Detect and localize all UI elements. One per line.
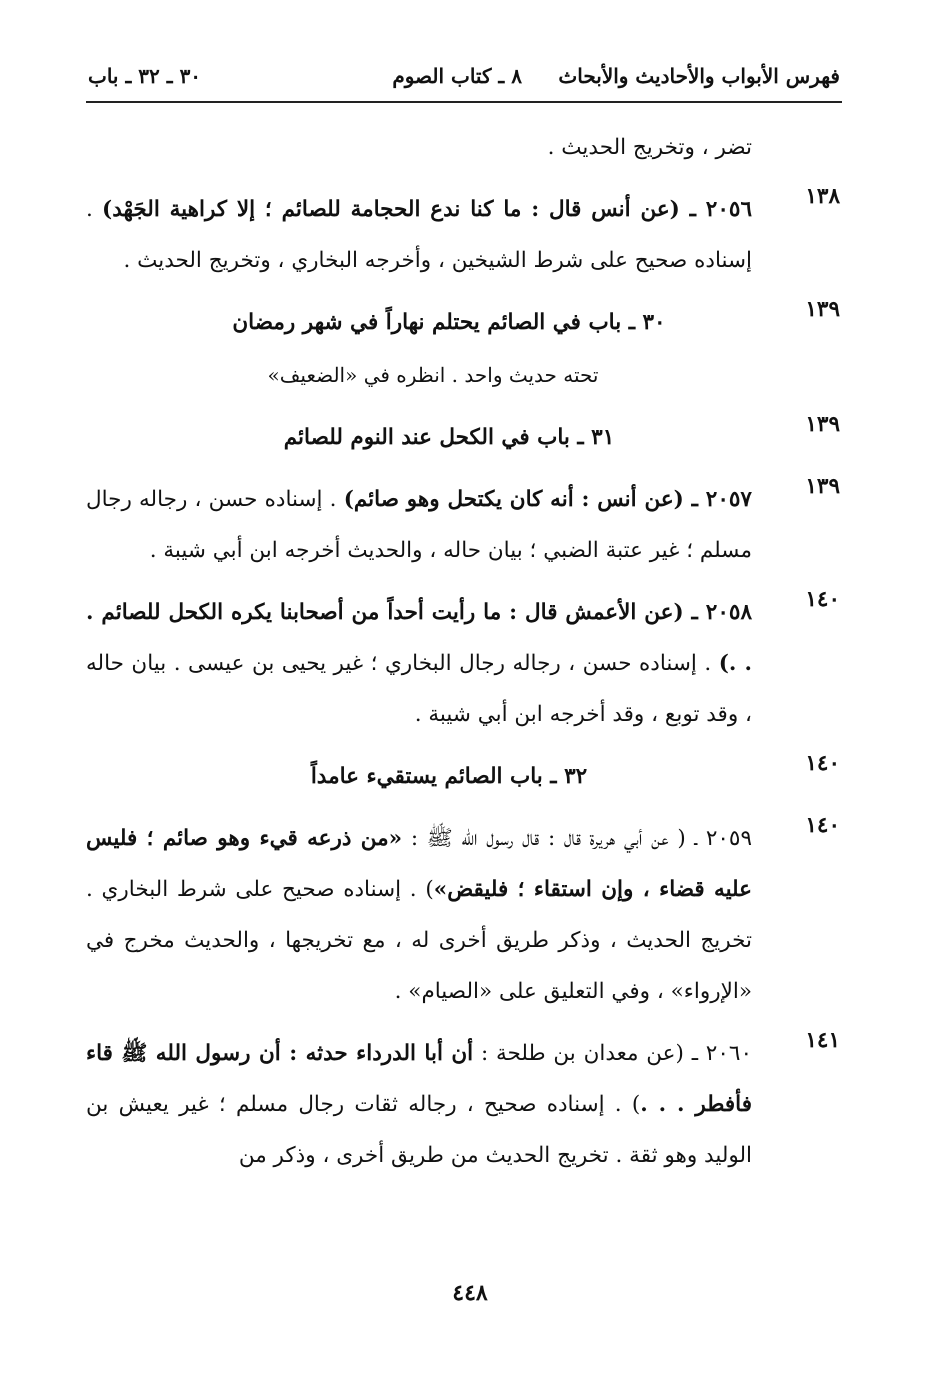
- chapter-heading-entry: [86, 751, 840, 802]
- hadith-commentary: ) . إسناده صحيح ، رجاله ثقات رجال مسلم ؛ غير يعيش بن الوليد وهو ثقة . تخريج الحديث من طريق أخرى ، وذكر من: [86, 1092, 752, 1168]
- header-chapter-range: ٣٠ ـ ٣٢ ـ باب: [88, 64, 202, 88]
- hadith-entry: [86, 184, 840, 286]
- hadith-entry: [86, 813, 840, 1017]
- continuation-entry: [86, 122, 840, 173]
- hadith-entry: [86, 1028, 840, 1181]
- entry-page-number: ١٣٩: [805, 474, 840, 499]
- entry-text: [86, 474, 752, 576]
- entry-text: [86, 1028, 752, 1181]
- hadith-prefix: ٢٠٦٠ ـ (عن معدان بن طلحة :: [473, 1041, 752, 1066]
- hadith-bold-text: ٢٠٥٨ ـ (عن الأعمش قال : ما رأيت أحداً من أصحابنا يكره الكحل للصائم . . .): [86, 600, 752, 676]
- hadith-commentary: . إسناده حسن ، رجاله رجال البخاري ؛ غير يحيى بن عيسى . بيان حاله ، وقد توبع ، وقد أخرجه ابن أبي شيبة .: [86, 651, 752, 727]
- header-book-title: ٨ ـ كتاب الصوم: [392, 64, 522, 88]
- chapter-heading: ٣١ ـ باب في الكحل عند النوم للصائم: [283, 425, 615, 450]
- chapter-heading-entry: [86, 412, 840, 463]
- hadith-entry: [86, 587, 840, 740]
- entry-page-number: ١٤٠: [805, 587, 840, 612]
- chapter-heading: ٣٢ ـ باب الصائم يستقيء عامداً: [310, 764, 588, 789]
- entry-page-number: ١٣٩: [805, 412, 840, 437]
- header-rule: [86, 101, 842, 103]
- hadith-commentary: . إسناده حسن ، رجاله رجال مسلم ؛ غير عتبة الضبي ؛ بيان حاله ، والحديث أخرجه ابن أبي شيبة .: [86, 487, 752, 563]
- continuation-text: تضر ، وتخريج الحديث .: [547, 135, 752, 160]
- running-header: [88, 58, 840, 98]
- page-number: ٤٤٨: [452, 1280, 488, 1306]
- entry-text: [86, 587, 752, 740]
- hadith-bold-text: أن أبا الدرداء حدثه : أن رسول الله ﷺ قاء فأفطر . . .: [86, 1041, 752, 1117]
- entry-page-number: ١٤٠: [805, 813, 840, 838]
- entry-page-number: ١٤١: [805, 1028, 840, 1053]
- entry-page-number: ١٣٩: [805, 297, 840, 322]
- hadith-commentary: ) . إسناده صحيح على شرط البخاري . تخريج الحديث ، وذكر طريق أخرى له ، مع تخريجها ، والحديث مخرج في «الإرواء» ، وفي التعليق على «الصيام» .: [86, 877, 752, 1004]
- entry-text: [86, 184, 752, 286]
- entry-page-number: ١٣٨: [805, 184, 840, 209]
- chapter-heading-entry: [86, 297, 840, 348]
- index-body: [86, 122, 840, 1181]
- hadith-entry: [86, 474, 840, 576]
- chapter-note: تحته حديث واحد . انظره في «الضعيف»: [267, 363, 599, 387]
- hadith-commentary: . إسناده صحيح على شرط الشيخين ، وأخرجه البخاري ، وتخريج الحديث .: [86, 197, 752, 273]
- hadith-bold-text: ٢٠٥٧ ـ (عن أنس : أنه كان يكتحل وهو صائم): [343, 487, 752, 512]
- chapter-heading: ٣٠ ـ باب في الصائم يحتلم نهاراً في شهر رمضان: [232, 310, 666, 335]
- hadith-bold-text: ٢٠٥٦ ـ (عن أنس قال : ما كنا ندع الحجامة للصائم ؛ إلا كراهية الجَهْد): [102, 197, 752, 222]
- entry-text: [86, 813, 752, 1017]
- entry-page-number: ١٤٠: [805, 751, 840, 776]
- hadith-bold-text: «من ذرعه قيء وهو صائم ؛ فليس عليه قضاء ، وإن استقاء ؛ فليقض»: [86, 826, 753, 902]
- header-index-title: فهرس الأبواب والأحاديث والأبحاث: [558, 64, 840, 88]
- hadith-prefix: ٢٠٥٩ ـ ( عن أبي هريرة قال : قال رسول الله ﷺ :: [402, 826, 753, 851]
